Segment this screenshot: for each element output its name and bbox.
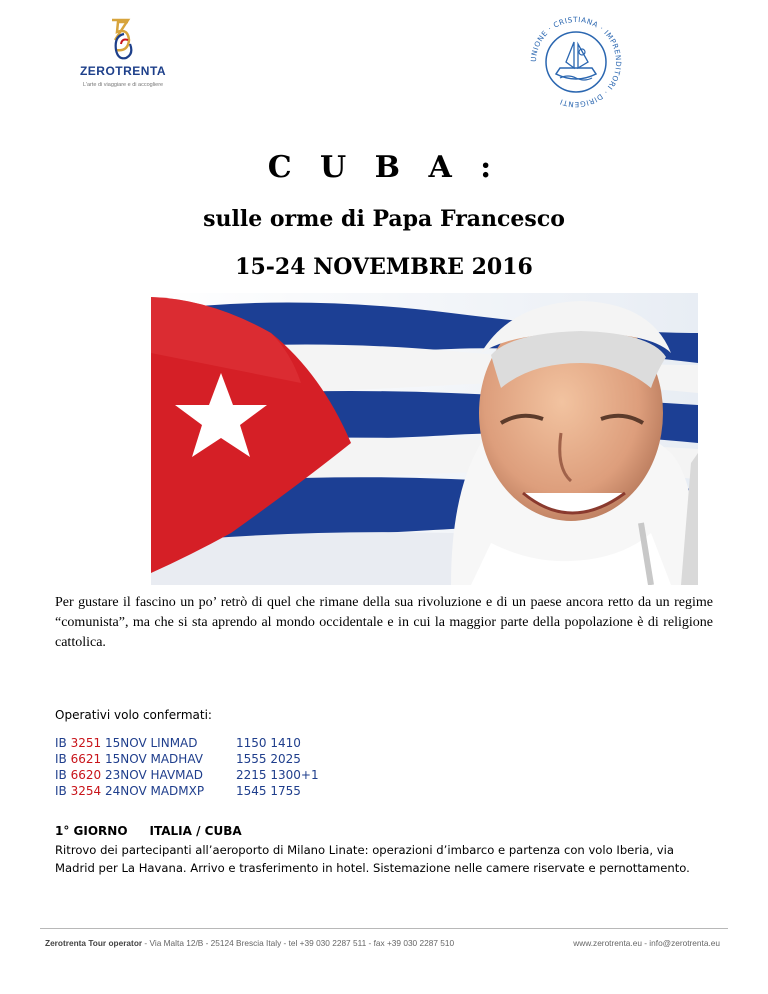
flight-row: [55, 751, 301, 767]
zerotrenta-logo: [78, 14, 168, 110]
flight-segment: 24NOV MADMXP: [104, 784, 205, 798]
footer-address: [45, 938, 454, 948]
footer-address-text: - Via Malta 12/B - 25124 Brescia Italy - tel +39 030 2287 511 - fax +39 030 2287 510: [142, 938, 455, 948]
ucid-ring-text: UNIONE · CRISTIANA · IMPRENDITORI · DIRIGENTI: [528, 14, 624, 110]
flight-times: 1555 2025: [236, 752, 301, 766]
flight-number: 6621: [70, 752, 102, 766]
day-heading: [55, 824, 242, 838]
flight-segment: 15NOV LINMAD: [104, 736, 198, 750]
day-label: 1° GIORNO: [55, 824, 128, 838]
footer-company: Zerotrenta Tour operator: [45, 938, 143, 948]
zerotrenta-tagline: L'arte di viaggiare e di accogliere: [82, 82, 164, 88]
hero-image: [151, 293, 698, 585]
flight-carrier: IB: [55, 768, 67, 782]
zerotrenta-mark-icon: [106, 16, 140, 62]
flight-carrier: IB: [55, 784, 67, 798]
svg-text:UNIONE · CRISTIANA · IMPRENDIT: [529, 15, 623, 109]
flight-number: 3254: [70, 784, 102, 798]
footer-divider: [40, 928, 728, 929]
flight-number: 3251: [70, 736, 102, 750]
flight-times: 1545 1755: [236, 784, 301, 798]
footer-contacts: www.zerotrenta.eu - info@zerotrenta.eu: [573, 938, 720, 948]
flights-list: [55, 735, 319, 799]
page-title: C U B A :: [267, 150, 501, 185]
flight-times: 2215 1300+1: [236, 768, 319, 782]
ucid-seal-icon: [526, 12, 626, 112]
flight-carrier: IB: [55, 736, 67, 750]
ucid-seal-logo: [526, 12, 626, 112]
flight-row: [55, 767, 319, 783]
flights-label: Operativi volo confermati:: [55, 708, 212, 722]
day-route: ITALIA / CUBA: [149, 824, 242, 838]
flight-segment: 23NOV HAVMAD: [104, 768, 203, 782]
flight-number: 6620: [70, 768, 102, 782]
page-subtitle: sulle orme di Papa Francesco: [203, 206, 565, 232]
flight-carrier: IB: [55, 752, 67, 766]
zerotrenta-brand: ZEROTRENTA: [79, 64, 167, 78]
flight-row: [55, 735, 301, 751]
flight-row: [55, 783, 301, 799]
flight-segment: 15NOV MADHAV: [104, 752, 203, 766]
intro-paragraph: Per gustare il fascino un po’ retrò di quel che rimane della sua rivoluzione e di un paese ancora retto da un regime “comunista”, ma che si sta aprendo al mondo occidentale e in cui la maggior parte della popolazione è di religione cattolica.: [55, 595, 713, 650]
trip-dates: 15-24 NOVEMBRE 2016: [235, 254, 533, 280]
cuba-flag-pope-photo-icon: [151, 293, 698, 585]
flight-times: 1150 1410: [236, 736, 301, 750]
day-description: Ritrovo dei partecipanti all’aeroporto di Milano Linate: operazioni d’imbarco e partenza con volo Iberia, via Madrid per La Havana. Arrivo e trasferimento in hotel. Sistemazione nelle camere riservate e pernottamento.: [55, 843, 690, 875]
